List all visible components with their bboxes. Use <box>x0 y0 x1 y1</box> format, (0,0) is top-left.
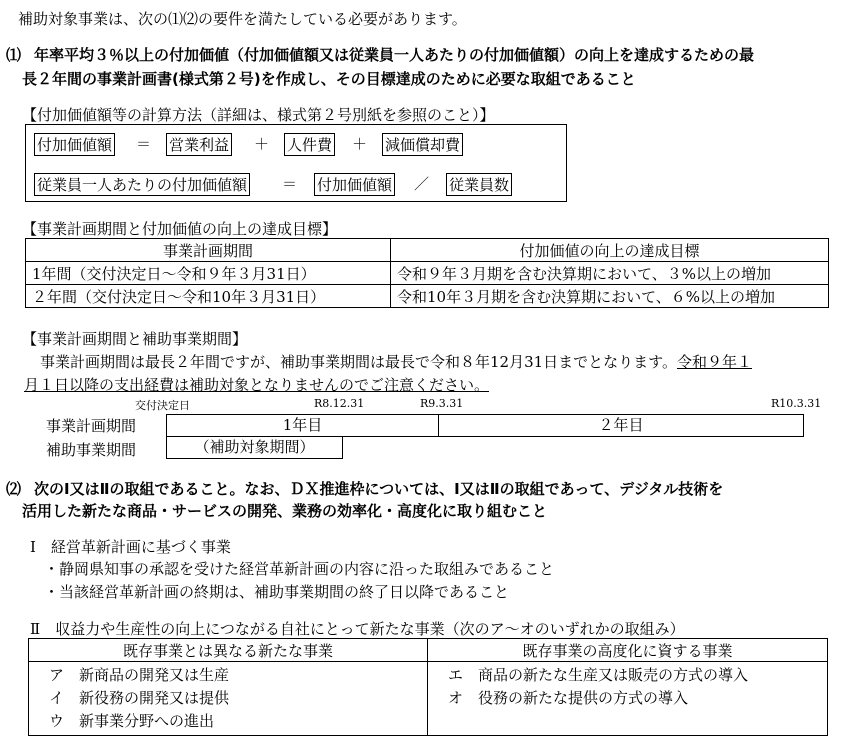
formula2-equals: ＝ <box>282 175 298 193</box>
formula2-per-employee: 従業員一人あたりの付加価値額 <box>34 173 250 196</box>
item2-table <box>28 638 828 736</box>
req2-line2: 活用した新たな商品・サービスの開発、業務の効率化・高度化に取り組むこと <box>22 502 548 520</box>
table-row <box>29 662 828 736</box>
table-header: 事業計画期間 <box>26 239 391 262</box>
intro-text: 補助対象事業は、次の⑴⑵の要件を満たしている必要があります。 <box>18 10 467 28</box>
table-header: 既存事業とは異なる新たな事業 <box>29 639 428 662</box>
table-header-row <box>26 239 829 262</box>
formula1-depreciation: 減価償却費 <box>382 133 463 156</box>
table-row <box>26 262 829 285</box>
list-item: イ 新役務の開発又は提供 <box>49 689 230 707</box>
calc-heading: 【付加価値額等の計算方法（詳細は、様式第２号別紙を参照のこと）】 <box>22 106 495 124</box>
formula2-value-added: 付加価値額 <box>314 173 395 196</box>
list-item: オ 役務の新たな提供の方式の導入 <box>448 689 689 707</box>
targets-table <box>25 238 829 308</box>
timeline-label-r10: R10.3.31 <box>771 397 822 410</box>
formula1-operating-profit: 営業利益 <box>166 133 232 156</box>
formula1-plus-1: ＋ <box>254 135 270 153</box>
item1-bullet2: ・当該経営革新計画の終期は、補助事業期間の終了日以降であること <box>44 583 510 601</box>
timeline-subsidy-box: （補助対象期間） <box>166 436 343 459</box>
timeline-year2-box: ２年目 <box>438 414 804 437</box>
table-cell <box>29 662 428 736</box>
req1-number: ⑴ <box>6 46 22 64</box>
table-cell <box>428 662 828 736</box>
table-header: 既存事業の高度化に資する事業 <box>428 639 828 662</box>
req1-line2: 長２年間の事業計画書(様式第２号)を作成し、その目標達成のために必要な取組であること <box>22 70 636 88</box>
formula1-value-added: 付加価値額 <box>34 133 115 156</box>
targets-heading: 【事業計画期間と付加価値の向上の達成目標】 <box>22 220 338 238</box>
table-cell: 令和９年３月期を含む決算期において、３%以上の増加 <box>391 262 829 285</box>
table-header-row <box>29 639 828 662</box>
formula1-plus-2: ＋ <box>352 135 368 153</box>
list-item: ウ 新事業分野への進出 <box>49 712 215 730</box>
timeline-year1-box: 1年目 <box>166 414 439 437</box>
req1-line1: 年率平均３％以上の付加価値（付加価値額又は従業員一人あたりの付加価値額）の向上を達成するための最 <box>34 46 755 64</box>
timeline-row-subsidy-label: 補助事業期間 <box>46 441 137 459</box>
timeline-label-start: 交付決定日 <box>135 399 190 412</box>
table-header: 付加価値の向上の達成目標 <box>391 239 829 262</box>
list-item: ア 新商品の開発又は生産 <box>49 666 230 684</box>
item1-title: Ⅰ 経営革新計画に基づく事業 <box>30 538 231 556</box>
timeline-label-r8: R8.12.31 <box>314 397 365 410</box>
timeline-label-r9: R9.3.31 <box>420 397 464 410</box>
formula2-divide: ／ <box>414 175 430 193</box>
period-text-plain: 事業計画期間は最長２年間ですが、補助事業期間は最長で令和８年12月31日までとなります。 <box>40 353 677 371</box>
timeline-row-plan-label: 事業計画期間 <box>46 417 137 435</box>
formula-box <box>25 124 567 202</box>
period-text-line1 <box>40 351 752 372</box>
item2-title: Ⅱ 収益力や生産性の向上につながる自社にとって新たな事業（次のア～オのいずれかの取組み） <box>30 620 685 638</box>
item1-bullet1: ・静岡県知事の承認を受けた経営革新計画の内容に沿った取組みであること <box>44 560 555 578</box>
req2-line1: 次のⅠ又はⅡの取組であること。なお、ＤＸ推進枠については、Ⅰ又はⅡの取組であって、デジタル技術を <box>34 480 724 498</box>
period-text-line2: 月１日以降の支出経費は補助対象となりませんのでご注意ください。 <box>24 376 490 394</box>
formula1-equals: ＝ <box>136 135 152 153</box>
table-cell: ２年間（交付決定日～令和10年３月31日） <box>26 285 391 308</box>
table-cell: 1年間（交付決定日～令和９年３月31日） <box>26 262 391 285</box>
list-item: エ 商品の新たな生産又は販売の方式の導入 <box>448 666 749 684</box>
period-heading: 【事業計画期間と補助事業期間】 <box>22 330 248 348</box>
table-cell: 令和10年３月期を含む決算期において、６%以上の増加 <box>391 285 829 308</box>
formula1-labor-cost: 人件費 <box>284 133 335 156</box>
req2-number: ⑵ <box>6 480 22 498</box>
period-text-underlined: 令和９年１ <box>676 353 752 371</box>
formula2-employees: 従業員数 <box>446 173 512 196</box>
table-row <box>26 285 829 308</box>
